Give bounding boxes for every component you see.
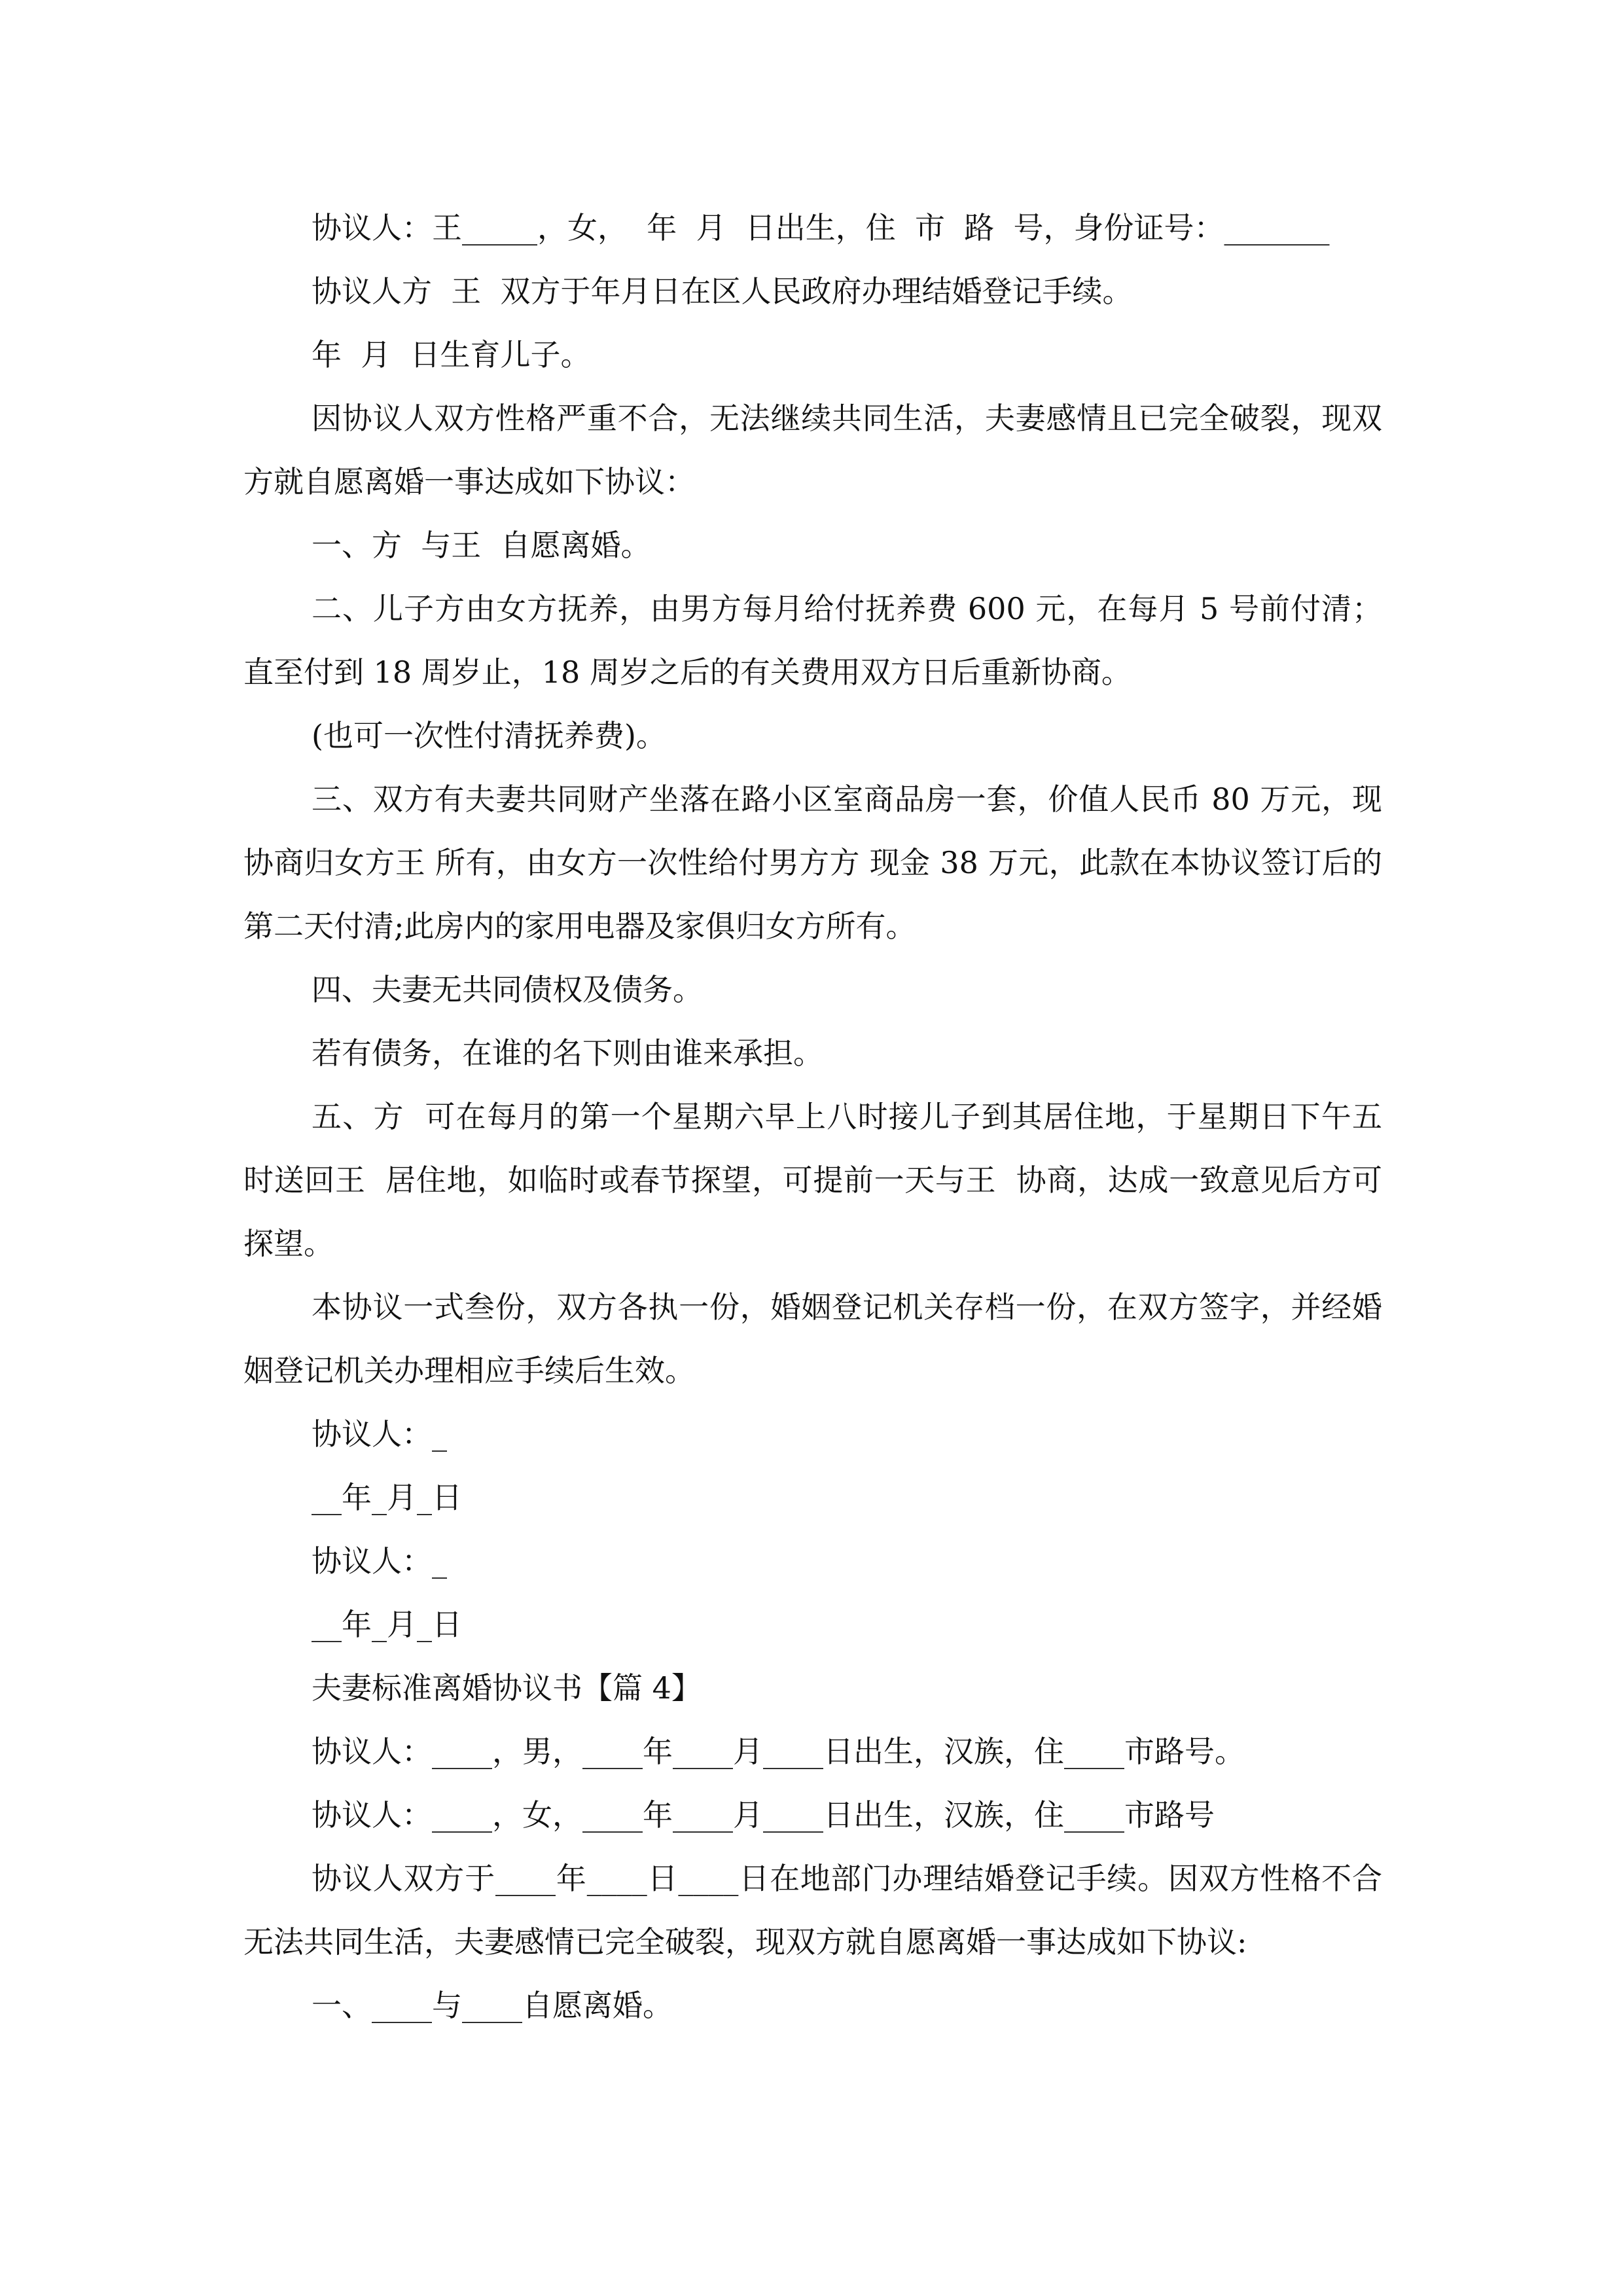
clause-2-custody: 二、儿子方由女方抚养，由男方每月给付抚养费 600 元，在每月 5 号前付清；直至付到 18 周岁止，18 周岁之后的有关费用双方日后重新协商。 <box>243 591 1382 690</box>
clause-3-property: 三、双方有夫妻共同财产坐落在路小区室商品房一套，价值人民币 80 万元，现协商归女方王 所有，由女方一次性给付男方方 现金 38 万元，此款在本协议签订后的第二天付清;此房内的家用电器及家俱归女方所有。 <box>243 781 1382 944</box>
paragraph-registration-2: 协议人双方于____年____日____日在地部门办理结婚登记手续。因双方性格不合无法共同生活，夫妻感情已完全破裂，现双方就自愿离婚一事达成如下协议: <box>243 1861 1382 1960</box>
clause-1-section-4: 一、____与____自愿离婚。 <box>312 1988 673 2023</box>
clause-4-debts: 四、夫妻无共同债权及债务。 <box>312 972 703 1007</box>
paragraph-party-female: 协议人：____，女，____年____月____日出生，汉族，住____市路号 <box>312 1797 1215 1833</box>
paragraph-divorce-reason: 因协议人双方性格严重不合，无法继续共同生活，夫妻感情且已完全破裂，现双方就自愿离婚一事达成如下协议： <box>243 401 1382 499</box>
date-line-1: __年_月_日 <box>312 1480 462 1515</box>
signature-line-2: 协议人：_ <box>312 1543 447 1579</box>
clause-1: 一、方 与王 自愿离婚。 <box>312 528 651 563</box>
clause-5-visitation: 五、方 可在每月的第一个星期六早上八时接儿子到其居住地，于星期日下午五时送回王 居住地，如临时或春节探望，可提前一天与王 协商，达成一致意见后方可探望。 <box>243 1099 1382 1261</box>
paragraph-copies: 本协议一式叁份，双方各执一份，婚姻登记机关存档一份，在双方签字，并经婚姻登记机关办理相应手续后生效。 <box>243 1289 1382 1388</box>
clause-4-note: 若有债务，在谁的名下则由谁来承担。 <box>312 1035 823 1071</box>
section-heading: 夫妻标准离婚协议书【篇 4】 <box>312 1670 702 1706</box>
paragraph-party-male: 协议人：____，男，____年____月____日出生，汉族，住____市路号。 <box>312 1734 1245 1769</box>
paragraph-party-1-info: 协议人：王_____，女， 年 月 日出生，住 市 路 号，身份证号：_______ <box>312 210 1330 245</box>
signature-line-1: 协议人：_ <box>312 1416 447 1452</box>
clause-2-note: (也可一次性付清抚养费)。 <box>312 718 666 753</box>
date-line-2: __年_月_日 <box>312 1607 462 1642</box>
paragraph-son-birth: 年 月 日生育儿子。 <box>312 337 591 372</box>
document-body <box>243 196 1382 2037</box>
paragraph-marriage-registration: 协议人方 王 双方于年月日在区人民政府办理结婚登记手续。 <box>312 274 1133 309</box>
